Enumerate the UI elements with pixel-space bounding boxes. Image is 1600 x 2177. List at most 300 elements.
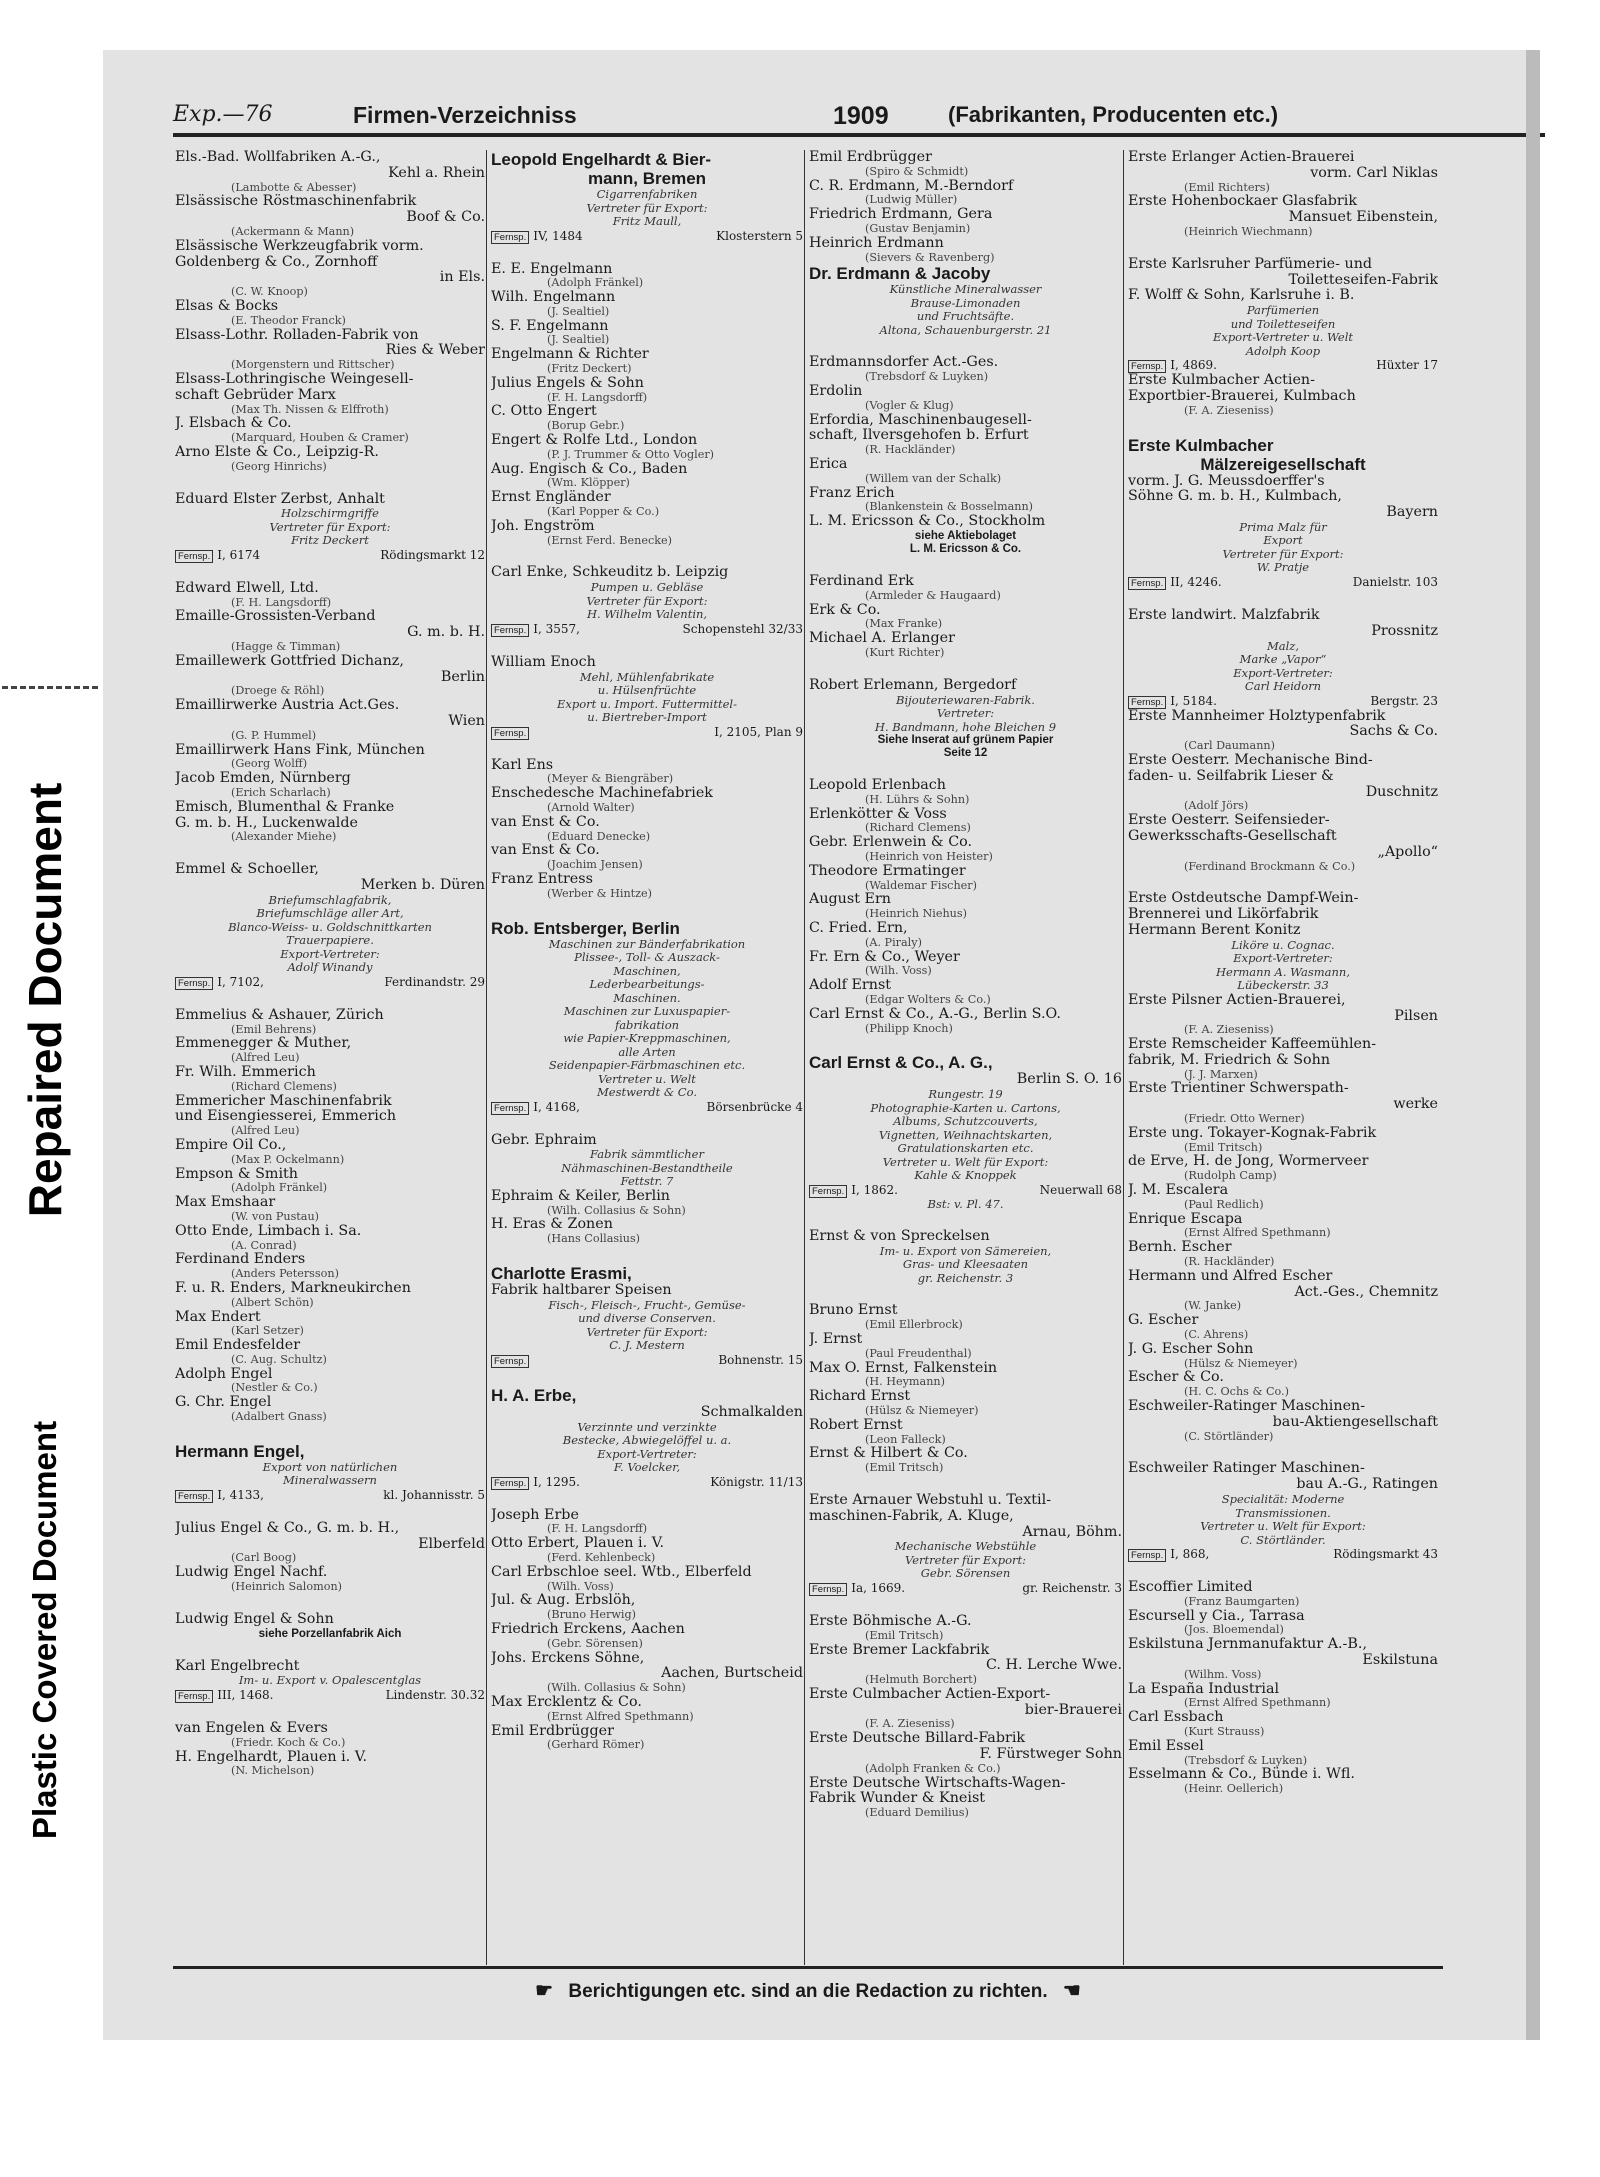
address-line: [491, 1100, 803, 1115]
directory-entry: [1128, 1342, 1438, 1371]
directory-entry: [491, 1508, 803, 1537]
advert-text: Fisch-, Fleisch-, Frucht-, Gemüse-: [548, 1298, 746, 1312]
advert-text: C. J. Mestern: [609, 1339, 685, 1353]
column-divider: [486, 150, 487, 1965]
telephone-number: I, 1862.: [851, 1182, 898, 1197]
directory-entry: [175, 1281, 485, 1310]
directory-entry: [175, 698, 485, 742]
firm-name: Act.-Ges., Chemnitz: [1294, 1284, 1438, 1300]
firm-name: Empson & Smith: [175, 1166, 298, 1182]
agent-name: (Emil Tritsch): [865, 1629, 944, 1642]
firm-name: Erk & Co.: [809, 602, 881, 618]
agent-name: (Ferd. Kehlenbeck): [547, 1551, 656, 1564]
directory-entry: [809, 207, 1122, 236]
address-line: [1128, 358, 1438, 373]
agent-name: (Nestler & Co.): [231, 1382, 318, 1395]
firm-name: Adolf Ernst: [809, 978, 892, 994]
agent-name: (F. A. Zieseniss): [1184, 1024, 1274, 1037]
directory-entry: [491, 319, 803, 348]
directory-entry: [175, 150, 485, 194]
agent-name: (Emil Richters): [1184, 181, 1270, 194]
firm-name: Elsässische Werkzeugfabrik vorm.: [175, 238, 424, 254]
firm-name: Escher & Co.: [1128, 1370, 1224, 1386]
directory-entry: [809, 864, 1122, 893]
agent-name: (Sievers & Ravenberg): [865, 251, 995, 264]
agent-name: (Kurt Strauss): [1184, 1725, 1265, 1738]
firm-name: Gebr. Erlenwein & Co.: [809, 835, 973, 851]
firm-heading: H. A. Erbe,: [491, 1385, 577, 1405]
directory-entry: [809, 1776, 1122, 1820]
firm-name: Emmericher Maschinenfabrik: [175, 1093, 392, 1109]
advert-text: Verzinnte und verzinkte: [577, 1420, 717, 1434]
agent-name: (C. Störtländer): [1184, 1430, 1274, 1443]
side-labels: [0, 0, 90, 2177]
cross-reference: siehe Aktiebolaget: [914, 529, 1017, 542]
agent-name: (Franz Baumgarten): [1184, 1595, 1300, 1608]
street-address: Danielstr. 103: [1352, 574, 1438, 589]
agent-name: (Richard Clemens): [231, 1080, 337, 1093]
firm-name: E. E. Engelmann: [491, 261, 613, 277]
agent-name: (Adolph Franken & Co.): [865, 1762, 1001, 1775]
firm-name: G. m. b. H.: [407, 625, 485, 641]
agent-name: (Erich Scharlach): [231, 786, 331, 799]
agent-name: (Alexander Miehe): [231, 831, 337, 844]
firm-name: Carl Erbschloe seel. Wtb., Elberfeld: [491, 1564, 752, 1580]
advert-text: Export-Vertreter:: [280, 947, 380, 961]
firm-name: bier-Brauerei: [1024, 1702, 1122, 1718]
directory-entry: [175, 1521, 485, 1565]
directory-entry: [809, 1418, 1122, 1447]
firm-name: Wien: [448, 714, 485, 729]
advert-text: Gebr. Sörensen: [920, 1567, 1011, 1581]
directory-entry: [175, 1310, 485, 1339]
agent-name: (Adalbert Gnass): [231, 1411, 327, 1424]
firm-name: Julius Engel & Co., G. m. b. H.,: [175, 1520, 400, 1536]
address-line: [491, 1353, 803, 1368]
advert-text: Mestwerdt & Co.: [597, 1086, 697, 1099]
telephone-number: I, 6174: [217, 547, 261, 562]
agent-name: (Ernst Ferd. Benecke): [547, 534, 672, 547]
directory-entry: [175, 581, 485, 610]
cross-reference: siehe Porzellanfabrik Aich: [258, 1627, 402, 1640]
directory-entry: [1128, 150, 1438, 194]
firm-name: Pilsen: [1394, 1008, 1438, 1024]
firm-name: vorm. Carl Niklas: [1310, 165, 1438, 181]
street-address: I, 2105, Plan 9: [714, 724, 803, 739]
street-address: Neuerwall 68: [1039, 1182, 1122, 1197]
directory-entry: [809, 950, 1122, 979]
agent-name: (Rudolph Camp): [1184, 1170, 1277, 1183]
advert-text: Export: [1263, 534, 1303, 548]
firm-name: Arnau, Böhm.: [1022, 1524, 1122, 1540]
agent-name: (Heinrich Wiechmann): [1184, 225, 1313, 238]
firm-name: Heinrich Erdmann: [809, 235, 944, 251]
firm-name: de Erve, H. de Jong, Wormerveer: [1128, 1154, 1369, 1170]
advert-text: Cigarrenfabriken: [596, 188, 698, 201]
advert-text: Briefumschläge aller Art,: [256, 907, 404, 921]
directory-entry: [491, 462, 803, 491]
firm-name: Ries & Weber: [385, 343, 485, 359]
directory-entry: [809, 1361, 1122, 1390]
firm-name: Erste Deutsche Wirtschafts-Wagen-: [809, 1775, 1066, 1791]
advert-text: Fritz Maull,: [612, 215, 682, 228]
telephone-number: I, 5184.: [1170, 693, 1217, 708]
agent-name: (Blankenstein & Bosselmann): [865, 501, 1034, 514]
agent-name: (C. Aug. Schultz): [231, 1353, 327, 1366]
repaired-document-label: Repaired Document: [19, 782, 71, 1218]
advert-text: Brause-Limonaden: [910, 296, 1021, 310]
advert-text: Liköre u. Cognac.: [1231, 938, 1335, 952]
agent-name: (Joachim Jensen): [547, 859, 643, 872]
directory-entry: [175, 194, 485, 238]
firm-name: Fr. Ern & Co., Weyer: [809, 949, 960, 965]
plastic-covered-label: Plastic Covered Document: [26, 1420, 63, 1840]
cross-reference: Seite 12: [943, 747, 988, 760]
agent-name: (Karl Popper & Co.): [547, 506, 660, 519]
advert-text: Export u. Import. Futtermittel-: [557, 697, 737, 711]
advert-text: Export-Vertreter:: [597, 1447, 697, 1461]
directory-entry: [809, 574, 1122, 603]
agent-name: (Carl Boog): [231, 1552, 297, 1565]
firm-name: van Engelen & Evers: [175, 1720, 328, 1736]
directory-entry: [491, 433, 803, 462]
agent-name: (C. Ahrens): [1184, 1329, 1249, 1342]
directory-entry: [1128, 993, 1438, 1037]
firm-name: F. u. R. Enders, Markneukirchen: [175, 1280, 411, 1296]
directory-entry: [491, 404, 803, 433]
firm-name: Ernst Engländer: [491, 490, 611, 506]
firm-name: Berlin: [440, 669, 485, 685]
directory-entry: [809, 355, 1122, 384]
firm-name: Ferdinand Enders: [175, 1252, 306, 1268]
firm-name: Erste Oesterr. Seifensieder-: [1128, 813, 1330, 829]
firm-name: Elsässische Röstmaschinenfabrik: [175, 194, 417, 210]
advert-text: Altona, Schauenburgerstr. 21: [879, 323, 1052, 337]
firm-name: Erste ung. Tokayer-Kognak-Fabrik: [1128, 1125, 1377, 1141]
telephone-badge: Fernsp.: [175, 1490, 213, 1503]
directory-entry: [175, 372, 485, 416]
directory-entry: [175, 1338, 485, 1367]
agent-name: (Heinr. Oellerich): [1184, 1783, 1284, 1796]
agent-name: (Hagge & Timman): [231, 641, 341, 654]
directory-entry: [809, 384, 1122, 413]
firm-name: Bernh. Escher: [1128, 1240, 1232, 1256]
telephone-number: I, 7102,: [217, 974, 264, 989]
directory-entry: [809, 603, 1122, 632]
firm-name: Elsass-Lothr. Rolladen-Fabrik von: [175, 327, 419, 343]
directory-entry: [1128, 1081, 1438, 1125]
directory-entry: [809, 1053, 1122, 1211]
advert-text: Rungestr. 19: [928, 1088, 1003, 1102]
advert-text: Im- u. Export v. Opalescentglas: [238, 1674, 422, 1688]
firm-name: Friedrich Erckens, Aachen: [491, 1621, 685, 1637]
directory-entry: [175, 1612, 485, 1641]
directory-entry: [175, 1721, 485, 1750]
firm-name: Erste Bremer Lackfabrik: [809, 1642, 990, 1658]
advert-text: Bijouteriewaren-Fabrik.: [896, 693, 1035, 707]
footer-note: Berichtigungen etc. sind an die Redaction zu richten.: [568, 1981, 1048, 2002]
advert-text: F. Voelcker,: [613, 1461, 681, 1475]
firm-name: Goldenberg & Co., Zornhoff: [175, 254, 378, 270]
firm-name: Elsass-Lothringische Weingesell-: [175, 371, 414, 387]
agent-name: (Ernst Alfred Spethmann): [1184, 1227, 1331, 1240]
firm-name: Emmelius & Ashauer, Zürich: [175, 1007, 384, 1023]
firm-name: Ernst & Hilbert & Co.: [809, 1446, 968, 1462]
firm-name: faden- u. Seilfabrik Lieser &: [1128, 768, 1334, 784]
firm-name: Erste Oesterr. Mechanische Bind-: [1128, 752, 1373, 768]
directory-entry: [175, 609, 485, 653]
firm-name: Ephraim & Keiler, Berlin: [491, 1188, 670, 1204]
directory-entry: [175, 1442, 485, 1503]
directory-entry: [175, 1195, 485, 1224]
directory-entry: [491, 1189, 803, 1218]
directory-entry: [491, 519, 803, 548]
directory-entry: [1128, 709, 1438, 753]
directory-entry: [491, 1565, 803, 1594]
street-address: Hüxter 17: [1376, 358, 1438, 373]
firm-name: Erste Ostdeutsche Dampf-Wein-: [1128, 891, 1359, 907]
firm-name: Erste Culmbacher Actien-Export-: [809, 1686, 1051, 1702]
firm-name: Fabrik Wunder & Kneist: [809, 1791, 986, 1807]
firm-name: Erica: [809, 456, 848, 472]
advert-text: W. Pratje: [1256, 561, 1310, 575]
firm-name: L. M. Ericsson & Co., Stockholm: [809, 514, 1046, 530]
advert-text: Vertreter für Export:: [269, 520, 391, 534]
address-line: [1128, 694, 1438, 709]
agent-name: (Heinrich Niehus): [865, 908, 967, 921]
firm-name: Karl Engelbrecht: [175, 1658, 300, 1674]
header-rule: [173, 133, 1545, 137]
firm-name: Erste Kulmbacher Actien-: [1128, 373, 1315, 389]
firm-heading: Hermann Engel,: [175, 1441, 305, 1461]
directory-entry: [491, 1536, 803, 1565]
firm-name: Richard Ernst: [809, 1389, 911, 1405]
advert-text: u. Hülsenfrüchte: [597, 684, 697, 698]
directory-entry: [175, 1565, 485, 1594]
directory-entry: [175, 445, 485, 474]
advert-text: Export-Vertreter:: [1233, 666, 1333, 680]
agent-name: (F. H. Langsdorff): [547, 1523, 648, 1536]
firm-name: Erdolin: [809, 383, 863, 399]
directory-column-2: [491, 150, 803, 1965]
telephone-badge: Fernsp.: [491, 1477, 529, 1490]
advert-text: gr. Reichenstr. 3: [917, 1271, 1014, 1285]
firm-name: Erfordia, Maschinenbaugesell-: [809, 412, 1032, 428]
directory-entry: [175, 771, 485, 800]
page-year: 1909: [833, 102, 889, 130]
directory-entry: [175, 328, 485, 372]
agent-name: (Karl Setzer): [231, 1325, 304, 1338]
firm-name: Michael A. Erlanger: [809, 631, 955, 647]
firm-name: G. Chr. Engel: [175, 1395, 272, 1411]
agent-name: (Carl Daumann): [1184, 740, 1275, 753]
firm-name: Eduard Elster Zerbst, Anhalt: [175, 491, 385, 507]
directory-entry: [809, 1614, 1122, 1643]
agent-name: (J. Sealtiel): [547, 305, 610, 318]
firm-name: Elberfeld: [418, 1536, 485, 1552]
agent-name: (Anders Petersson): [231, 1268, 339, 1281]
firm-name: Sachs & Co.: [1349, 724, 1438, 740]
advert-text: Fritz Deckert: [291, 534, 369, 548]
advert-text: Export von natürlichen: [262, 1460, 398, 1474]
directory-entry: [1128, 1399, 1438, 1443]
agent-name: (J. J. Marxen): [1184, 1068, 1258, 1081]
agent-name: (Wilhm. Voss): [1184, 1668, 1262, 1681]
agent-name: (Adolf Jörs): [1184, 800, 1249, 813]
telephone-number: I, 4869.: [1170, 358, 1217, 373]
advert-text: Plissee-, Toll- & Auszack-: [574, 951, 720, 964]
firm-name: Bayern: [1386, 505, 1438, 521]
firm-name: Erdmannsdorfer Act.-Ges.: [809, 355, 999, 371]
advert-text: Prima Malz für: [1239, 520, 1327, 534]
street-address: Börsenbrücke 4: [706, 1099, 803, 1114]
footer-rule: [173, 1966, 1443, 1969]
advert-text: Vertreter u. Welt: [598, 1072, 696, 1086]
telephone-badge: Fernsp.: [809, 1185, 847, 1198]
directory-entry: [1128, 1580, 1438, 1609]
advert-text: und Toiletteseifen: [1230, 317, 1336, 331]
advert-text: Maschinen zur Bänderfabrikation: [548, 937, 746, 951]
page-subtitle: (Fabrikanten, Producenten etc.): [948, 102, 1279, 127]
directory-entry: [809, 835, 1122, 864]
firm-name: Theodore Ermatinger: [809, 863, 966, 879]
agent-name: (Waldemar Fischer): [865, 879, 977, 892]
agent-name: (R. Hackländer): [1184, 1256, 1275, 1269]
agent-name: (F. H. Langsdorff): [231, 596, 332, 609]
directory-entry: [1128, 1313, 1438, 1342]
agent-name: (G. P. Hummel): [231, 729, 317, 742]
advert-text: Mechanische Webstühle: [894, 1540, 1037, 1554]
firm-name: Emil Endesfelder: [175, 1338, 301, 1354]
advert-text: H. Wilhelm Valentin,: [586, 608, 708, 622]
firm-name: Elsas & Bocks: [175, 298, 279, 314]
firm-name: Emmenegger & Muther,: [175, 1036, 352, 1052]
directory-entry: [1128, 1637, 1438, 1681]
firm-name: C. H. Lerche Wwe.: [985, 1658, 1122, 1674]
firm-name: Erste Erlanger Actien-Brauerei: [1128, 150, 1355, 165]
advert-text: Marke „Vapor“: [1239, 653, 1327, 667]
telephone-badge: Fernsp.: [175, 550, 213, 563]
firm-name: Empire Oil Co.,: [175, 1137, 287, 1153]
fold-mark: [2, 686, 98, 689]
agent-name: (Eduard Denecke): [547, 830, 651, 843]
agent-name: (C. W. Knoop): [231, 286, 308, 299]
directory-entry: [809, 778, 1122, 807]
firm-name: C. Fried. Ern,: [809, 920, 908, 936]
firm-name: F. Fürstweger Sohn: [979, 1747, 1122, 1763]
directory-entry: [175, 1008, 485, 1037]
agent-name: (Arnold Walter): [547, 801, 635, 814]
telephone-badge: Fernsp.: [491, 624, 529, 637]
agent-name: (Meyer & Biengräber): [547, 773, 674, 786]
directory-entry: [175, 800, 485, 844]
advert-text: Vertreter für Export:: [586, 201, 708, 215]
firm-name: Emaillirwerke Austria Act.Ges.: [175, 698, 400, 714]
firm-name: van Enst & Co.: [491, 843, 600, 859]
directory-entry: [175, 492, 485, 563]
firm-heading: Charlotte Erasmi,: [491, 1263, 632, 1283]
address-line: [1128, 1547, 1438, 1562]
agent-name: (Emil Ellerbrock): [865, 1319, 963, 1332]
firm-name: Emmel & Schoeller,: [175, 862, 319, 878]
firm-name: Ludwig Engel Nachf.: [175, 1565, 328, 1581]
directory-entry: [491, 1133, 803, 1189]
advert-text: Briefumschlagfabrik,: [268, 893, 392, 907]
firm-name: schaft Gebrüder Marx: [175, 387, 336, 403]
advert-text: Albums, Schutzcouverts,: [893, 1115, 1038, 1129]
agent-name: (Eduard Demilius): [865, 1807, 969, 1820]
cross-reference: L. M. Ericsson & Co.: [909, 542, 1022, 555]
agent-name: (Emil Behrens): [231, 1023, 317, 1036]
agent-name: (Hülsz & Niemeyer): [865, 1405, 979, 1418]
agent-name: (Bruno Herwig): [547, 1609, 637, 1622]
directory-entry: [491, 1651, 803, 1695]
firm-name: Johs. Erckens Söhne,: [491, 1650, 645, 1666]
directory-entry: [809, 264, 1122, 337]
firm-heading: Leopold Engelhardt & Bier-: [491, 150, 712, 169]
firm-name: fabrik, M. Friedrich & Sohn: [1128, 1052, 1331, 1068]
firm-name: Emaille-Grossisten-Verband: [175, 609, 376, 625]
page-edge: [1526, 50, 1540, 2040]
agent-name: (Fritz Deckert): [547, 363, 632, 376]
agent-name: (R. Hackländer): [865, 444, 956, 457]
advert-text: Maschinen.: [613, 991, 681, 1005]
agent-name: (Max Franke): [865, 618, 943, 631]
firm-name: Gewerksschafts-Gesellschaft: [1128, 828, 1337, 844]
agent-name: (Wilh. Collasius & Sohn): [547, 1204, 686, 1217]
agent-name: (H. Lührs & Sohn): [865, 793, 970, 806]
directory-entry: [491, 290, 803, 319]
firm-name: Jul. & Aug. Erbslöh,: [491, 1593, 636, 1609]
firm-name: Engert & Rolfe Ltd., London: [491, 433, 698, 449]
advert-text: Lederbearbeitungs-: [589, 978, 705, 991]
directory-entry: [809, 457, 1122, 486]
firm-name: Fr. Wilh. Emmerich: [175, 1064, 316, 1080]
directory-entry: [491, 1217, 803, 1246]
firm-name: Franz Entress: [491, 871, 593, 887]
firm-name: Escursell y Cia., Tarrasa: [1128, 1608, 1305, 1624]
agent-name: (Paul Freudenthal): [865, 1347, 972, 1360]
address-line: [175, 975, 485, 990]
directory-entry: [491, 150, 803, 244]
firm-name: La España Industrial: [1128, 1681, 1280, 1697]
agent-name: (Albert Schön): [231, 1296, 314, 1309]
advert-text: Parfümerien: [1246, 304, 1320, 318]
telephone-badge: Fernsp.: [491, 1102, 529, 1115]
agent-name: (Ferdinand Brockmann & Co.): [1184, 860, 1356, 873]
firm-name: C. R. Erdmann, M.-Berndorf: [809, 178, 1014, 194]
advert-text: Vignetten, Weihnachtskarten,: [878, 1128, 1053, 1142]
firm-name: Erste landwirt. Malzfabrik: [1128, 607, 1320, 623]
directory-entry: [1128, 1269, 1438, 1313]
page-title: Firmen-Verzeichniss: [353, 102, 577, 128]
advert-text: und Fruchtsäfte.: [916, 310, 1015, 324]
firm-name: Eschweiler Ratinger Maschinen-: [1128, 1461, 1365, 1477]
address-line: [175, 548, 485, 563]
advert-text: Seidenpapier-Färbmaschinen etc.: [548, 1059, 746, 1072]
firm-name: Mansuet Eibenstein,: [1288, 210, 1438, 226]
agent-name: (Ludwig Müller): [865, 194, 958, 207]
firm-name: Brennerei und Likörfabrik: [1128, 907, 1319, 923]
firm-name: schaft, Ilversgehofen b. Erfurt: [809, 428, 1029, 444]
firm-name: vorm. J. G. Meussdoerffer's: [1128, 473, 1325, 489]
advert-text: alle Arten: [618, 1045, 676, 1059]
advert-text: Bestecke, Abwiegelöffel u. a.: [562, 1434, 732, 1448]
directory-entry: [175, 1138, 485, 1167]
directory-entry: [1128, 1370, 1438, 1399]
firm-name: Edward Elwell, Ltd.: [175, 580, 319, 596]
advert-text: Malz,: [1266, 639, 1300, 653]
